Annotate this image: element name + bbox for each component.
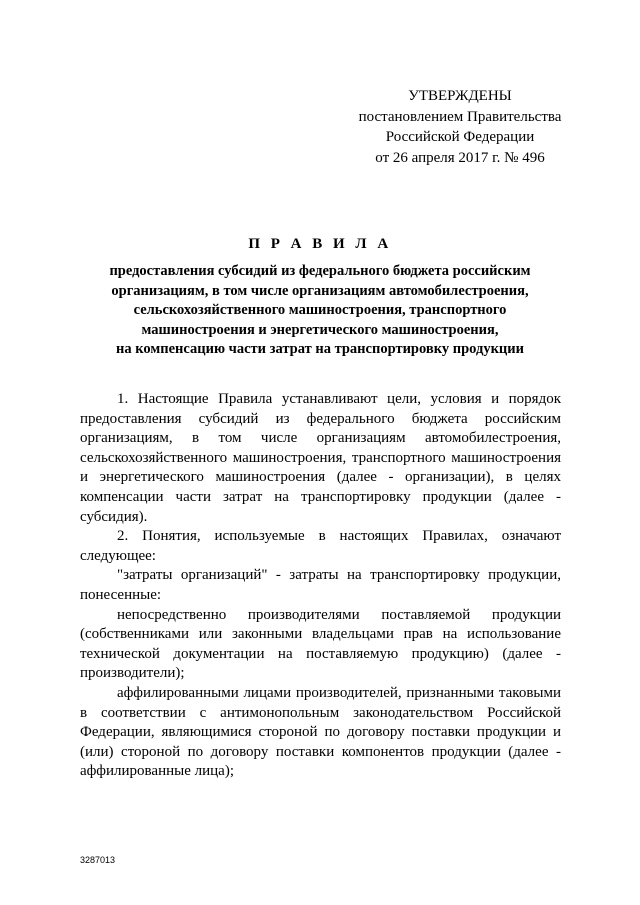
approval-block (340, 86, 580, 168)
approval-date-number-line: от 26 апреля 2017 г. № 496 (375, 149, 545, 166)
approval-government-line: Российской Федерации (385, 129, 535, 145)
paragraph-3: "затраты организаций" - затраты на транспортировку продукции, понесенные: (80, 567, 561, 603)
approval-heading: УТВЕРЖДЕНЫ (408, 88, 512, 104)
subtitle-line-1: предоставления субсидий из федерального бюджета российским (109, 263, 531, 279)
approval-decree-line: постановлением Правительства (358, 108, 562, 125)
document-body (80, 390, 561, 782)
document-title: П Р А В И Л А (248, 236, 392, 252)
subtitle-line-5: на компенсацию части затрат на транспортировку продукции (116, 341, 524, 357)
paragraph-2: 2. Понятия, используемые в настоящих Правилах, означают следующее: (80, 528, 561, 564)
subtitle-line-4: машиностроения и энергетического машиностроения, (141, 321, 499, 338)
subtitle-line-3: сельскохозяйственного машиностроения, транспортного (133, 302, 507, 318)
document-subtitle (60, 262, 580, 360)
subtitle-line-2: организациям, в том числе организациям автомобилестроения, (111, 282, 529, 299)
paragraph-4: непосредственно производителями поставляемой продукции (собственниками или законными владельцами прав на использование технической документации на поставляемую продукцию) (далее - производители); (80, 606, 561, 682)
paragraph-5: аффилированными лицами производителей, признанными таковыми в соответствии с антимонопольным законодательством Российской Федерации, являющимися стороной по договору поставки продукции и (или) стороной по договору поставки компонентов продукции (далее - аффилированные лица); (80, 684, 561, 780)
paragraph-1: 1. Настоящие Правила устанавливают цели, условия и порядок предоставления субсидий из федерального бюджета российским организациям, в том числе организациям автомобилестроения, сельскохозяйственного машиностроения, транспортного машиностроения и энергетического машиностроения (далее - организации), в целях компенсации части затрат на транспортировку продукции (далее - субсидия). (80, 391, 561, 525)
document-code: 3287013 (80, 855, 116, 865)
